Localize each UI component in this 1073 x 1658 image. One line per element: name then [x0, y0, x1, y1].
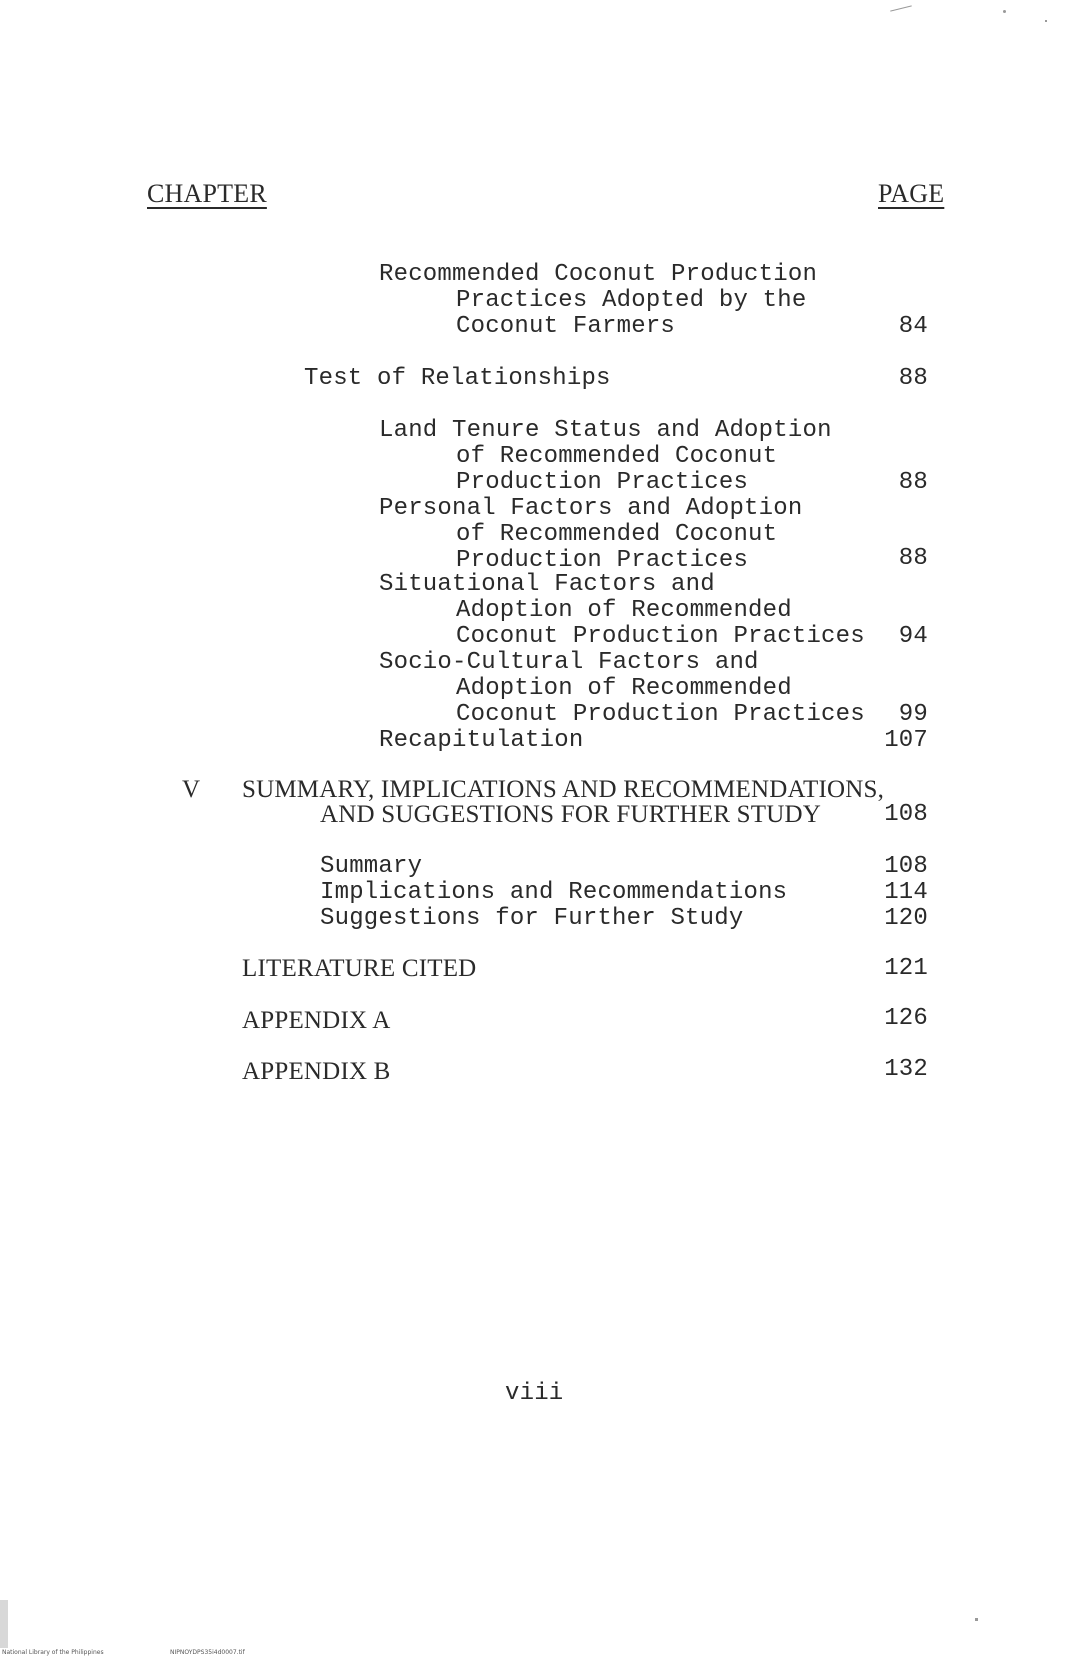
toc-page-number: 99: [898, 701, 928, 728]
toc-page-number: 84: [898, 313, 928, 340]
toc-page-number: 120: [884, 905, 928, 932]
toc-page-number: 107: [884, 727, 928, 754]
toc-entry-line: Coconut Production Practices: [456, 701, 865, 728]
toc-entry-line: Implications and Recommendations: [320, 879, 788, 906]
toc-entry-line: Recapitulation: [379, 727, 584, 754]
toc-entry-line: Coconut Farmers: [456, 313, 676, 340]
toc-page-number: 132: [884, 1056, 928, 1083]
scan-speck: [890, 5, 912, 11]
toc-entry-line: Production Practices: [456, 469, 749, 496]
scan-speck: [975, 1618, 978, 1621]
toc-entry-line: APPENDIX B: [242, 1058, 391, 1085]
page-heading: PAGE: [878, 179, 945, 208]
toc-entry-line: of Recommended Coconut: [456, 521, 778, 548]
toc-entry-line: Practices Adopted by the: [456, 287, 807, 314]
toc-entry-line: Recommended Coconut Production: [379, 261, 818, 288]
toc-page-number: 121: [884, 955, 928, 982]
toc-page-number: 88: [898, 469, 928, 496]
toc-entry-line: Personal Factors and Adoption: [379, 495, 803, 522]
toc-entry-line: Summary: [320, 853, 423, 880]
toc-page-number: 88: [898, 365, 928, 392]
toc-entry-line: of Recommended Coconut: [456, 443, 778, 470]
toc-entry-line: APPENDIX A: [242, 1007, 391, 1034]
toc-entry-line: Land Tenure Status and Adoption: [379, 417, 832, 444]
toc-entry-line: Suggestions for Further Study: [320, 905, 744, 932]
toc-entry-line: Adoption of Recommended: [456, 675, 792, 702]
toc-entry-line: Coconut Production Practices: [456, 623, 865, 650]
scan-speck: [1045, 20, 1047, 22]
toc-page-number: 114: [884, 879, 928, 906]
toc-entry-line: Production Practices: [456, 547, 749, 574]
toc-page-number: 88: [898, 545, 928, 572]
chapter-heading: CHAPTER: [147, 179, 267, 208]
chapter-number: V: [182, 776, 201, 803]
page-number: viii: [505, 1380, 564, 1407]
footer-library-name: National Library of the Philippines: [2, 1649, 104, 1656]
toc-entry-line: Situational Factors and: [379, 571, 715, 598]
scan-speck: [1003, 10, 1006, 13]
scan-edge: [0, 1600, 8, 1648]
toc-entry-line: Socio-Cultural Factors and: [379, 649, 759, 676]
toc-entry-line: LITERATURE CITED: [242, 955, 477, 982]
toc-entry-line: Adoption of Recommended: [456, 597, 792, 624]
toc-page-number: 108: [884, 853, 928, 880]
toc-page-number: 94: [898, 623, 928, 650]
chapter-title-line: SUMMARY, IMPLICATIONS AND RECOMMENDATIONS,: [242, 776, 885, 803]
chapter-title-line: AND SUGGESTIONS FOR FURTHER STUDY: [320, 801, 821, 828]
toc-page-number: 108: [884, 801, 928, 828]
toc-page-number: 126: [884, 1005, 928, 1032]
toc-entry-line: Test of Relationships: [304, 365, 611, 392]
footer-filename: NIPNOYDPS35i4d0007.tif: [170, 1649, 245, 1656]
